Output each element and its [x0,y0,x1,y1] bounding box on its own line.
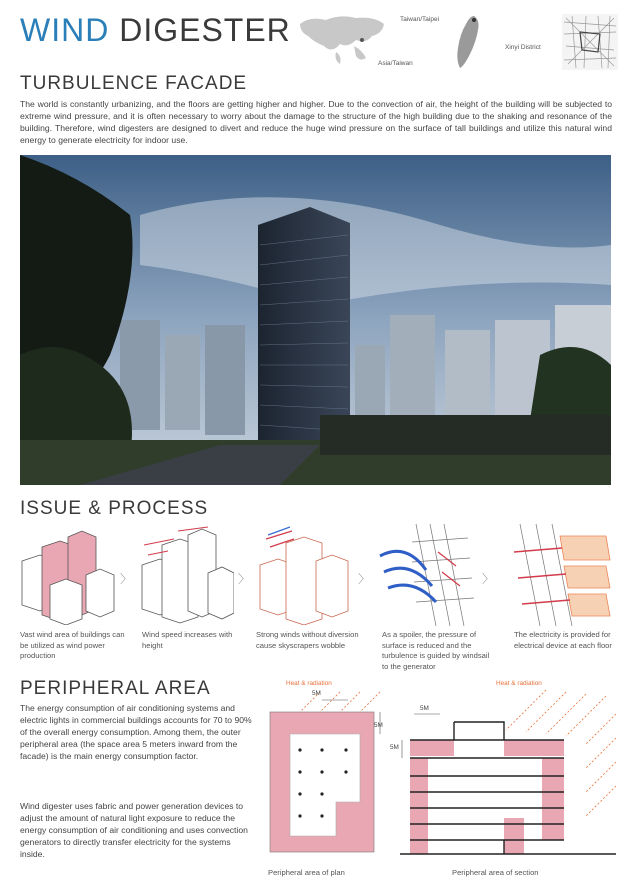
arrow-icon: 〉 [358,572,371,586]
section-diagram [396,688,620,863]
taiwan-map-label: Taiwan/Taipei [400,16,440,23]
building-rendering [20,155,611,485]
step-4-caption: As a spoiler, the pressure of surface is reduced and the turbulence is guided by windsail to the generator [382,630,490,671]
peripheral-paragraph-2: Wind digester uses fabric and power generation devices to adjust the amount of natural light exposure to reduce the energy consumption of air conditioning and uses convection generators to directly transfer electricity for the systems inside. [20,801,248,859]
plan-caption: Peripheral area of plan [268,868,345,877]
section-caption: Peripheral area of section [452,868,539,877]
world-map [296,10,388,72]
step-3-caption: Strong winds without diversion cause skyscrapers wobble [256,630,359,650]
section-heat-label: Heat & radiation [496,680,542,687]
plan-dim-2: 5M [374,722,383,729]
step-4-diagram [376,522,478,626]
section-dim-1: 5M [420,705,429,712]
district-map [562,14,618,70]
plan-dim-1: 5M [312,690,321,697]
arrow-icon: 〉 [238,572,251,586]
arrow-icon: 〉 [482,572,495,586]
step-2-diagram [138,525,234,625]
step-1-caption: Vast wind area of buildings can be utilized as wind power production [20,630,125,660]
plan-heat-label: Heat & radiation [286,680,332,687]
section-heading-turbulence: TURBULENCE FACADE [20,73,248,94]
step-5-caption: The electricity is provided for electrical device at each floor [514,630,612,650]
step-1-diagram [20,525,116,625]
step-2-caption: Wind speed increases with height [142,630,233,650]
section-heading-issue: ISSUE & PROCESS [20,498,209,519]
page-title [20,12,291,49]
district-map-label: Xinyi District [505,44,541,51]
intro-paragraph: The world is constantly urbanizing, and the floors are getting higher and higher. Due to the convection of air, the height of the building will be subjected to extreme wind pressure, and it is often necessary to worry about the damage to the structure of the high building due to the shaking and resonance of the building. Therefore, wind digesters are designed to divert and reduce the huge wind pressure on the surface of tall buildings and utilize this natural wind energy to generate electricity for indoor use. [20,99,612,145]
section-dim-2: 5M [390,744,399,751]
step-5-diagram [500,522,612,626]
plan-diagram [260,690,390,865]
peripheral-paragraph-1: The energy consumption of air conditioning systems and electric lights in commercial buildings accounts for 70 to 90% of the overall energy consumption. Among them, the outer peripheral area (the space area 5 meters inward from the facade) is the main energy consumption factor. [20,703,252,761]
section-heading-peripheral: PERIPHERAL AREA [20,678,211,699]
world-map-label: Asia/Taiwan [378,60,413,67]
arrow-icon: 〉 [120,572,133,586]
title-word-wind: WIND [20,12,110,48]
taiwan-map [450,12,486,72]
title-word-digester: DIGESTER [119,12,291,48]
step-3-diagram [256,525,356,625]
